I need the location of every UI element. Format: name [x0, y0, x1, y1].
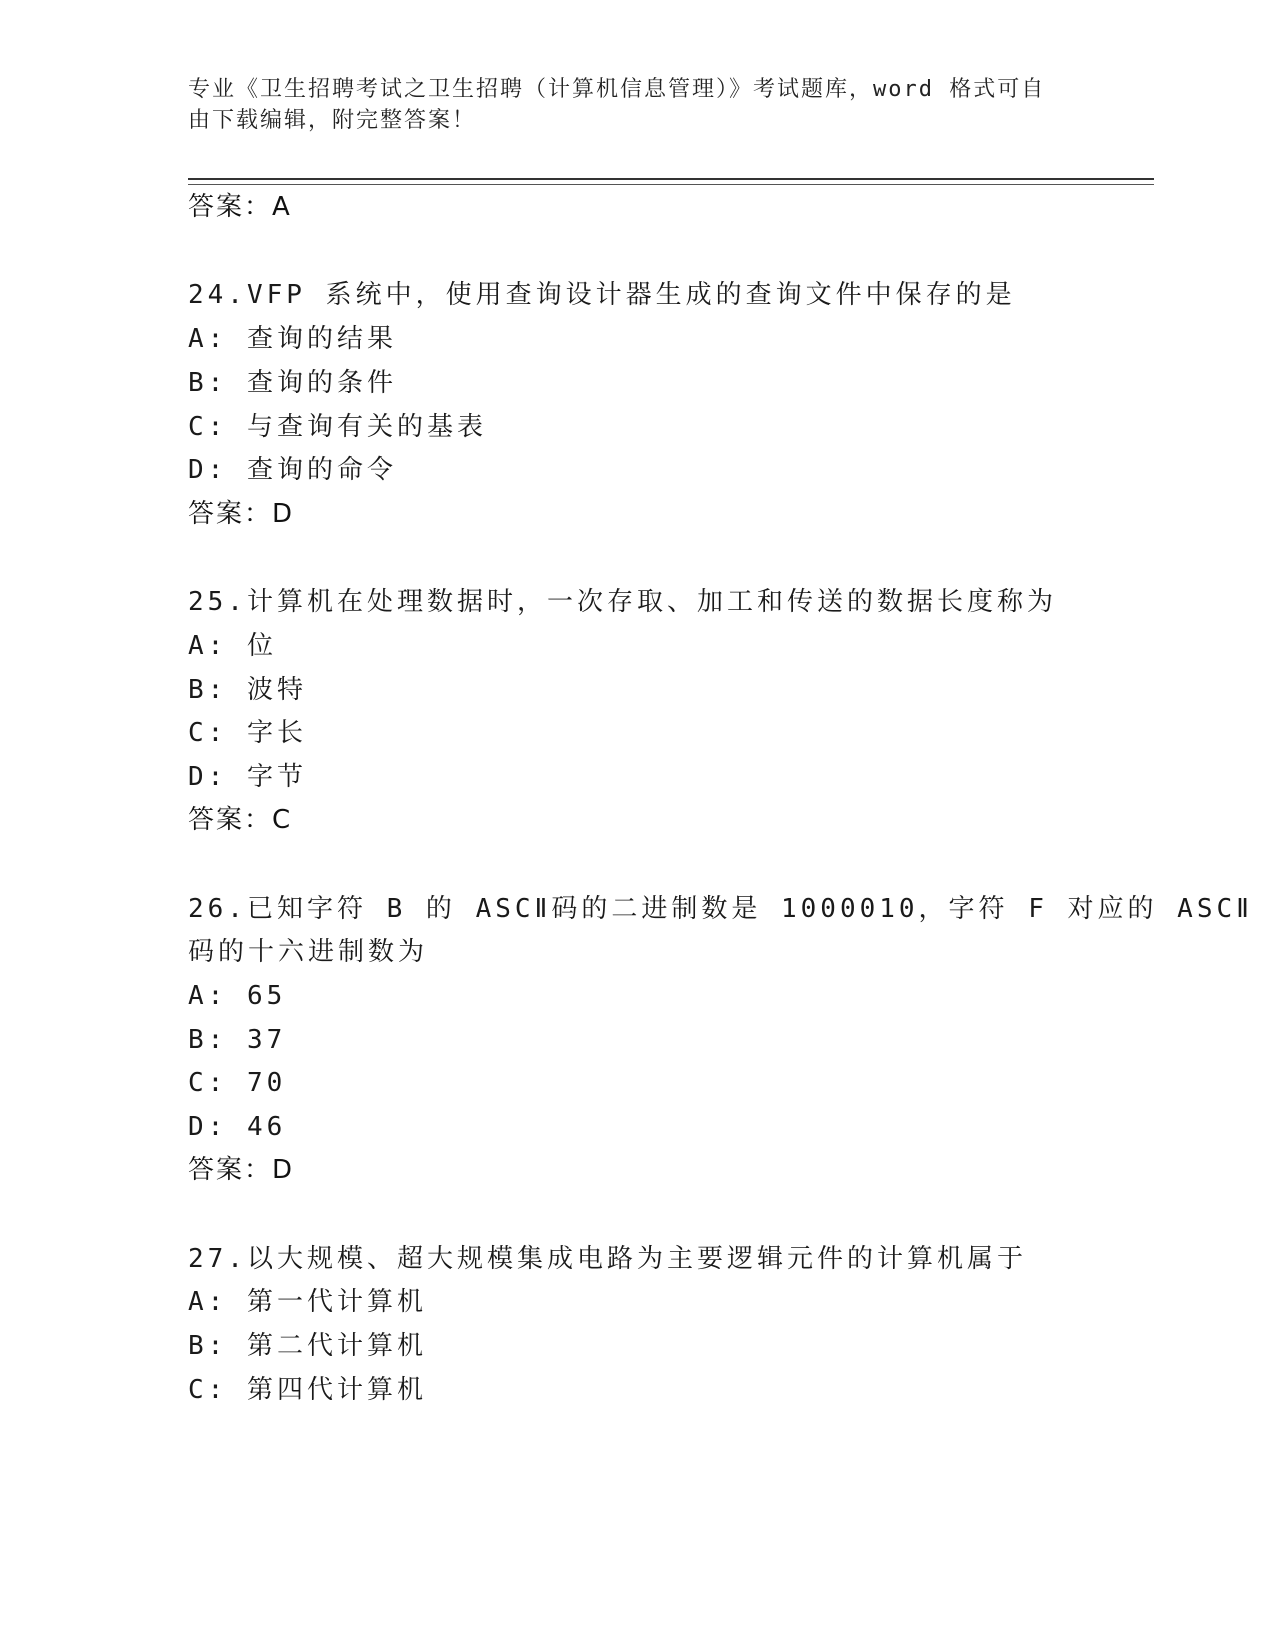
document-header	[188, 74, 1088, 136]
option-c: C: 字长	[188, 718, 307, 748]
option-a: A: 位	[188, 631, 277, 661]
answer-line: 答案：D	[188, 499, 295, 529]
answer-line: 答案：A	[188, 192, 292, 222]
option-b: B: 37	[188, 1025, 287, 1055]
option-c: C: 70	[188, 1068, 287, 1098]
option-a: A: 第一代计算机	[188, 1287, 427, 1317]
option-a: A: 65	[188, 981, 287, 1011]
question-stem: 24.VFP 系统中，使用查询设计器生成的查询文件中保存的是	[188, 280, 1016, 310]
header-line-1: 专业《卫生招聘考试之卫生招聘（计算机信息管理）》考试题库，word 格式可自	[188, 77, 1046, 102]
option-c: C: 与查询有关的基表	[188, 412, 487, 442]
question-stem: 25.计算机在处理数据时，一次存取、加工和传送的数据长度称为	[188, 587, 1057, 617]
header-rule-thin	[188, 184, 1154, 185]
option-d: D: 字节	[188, 762, 307, 792]
option-d: D: 46	[188, 1112, 287, 1142]
question-stem-continued: 码的十六进制数为	[188, 937, 429, 967]
option-c: C: 第四代计算机	[188, 1375, 427, 1405]
question-stem: 27.以大规模、超大规模集成电路为主要逻辑元件的计算机属于	[188, 1244, 1027, 1274]
answer-line: 答案：C	[188, 805, 293, 835]
option-b: B: 第二代计算机	[188, 1331, 427, 1361]
option-b: B: 波特	[188, 675, 307, 705]
option-d: D: 查询的命令	[188, 455, 397, 485]
question-stem: 26.已知字符 B 的 ASCⅡ码的二进制数是 1000010，字符 F 对应的 ASCⅡ	[188, 894, 1253, 924]
option-a: A: 查询的结果	[188, 324, 397, 354]
answer-line: 答案：D	[188, 1155, 295, 1185]
option-b: B: 查询的条件	[188, 368, 397, 398]
header-rule-thick	[188, 178, 1154, 180]
header-line-2: 由下载编辑，附完整答案！	[188, 108, 477, 133]
